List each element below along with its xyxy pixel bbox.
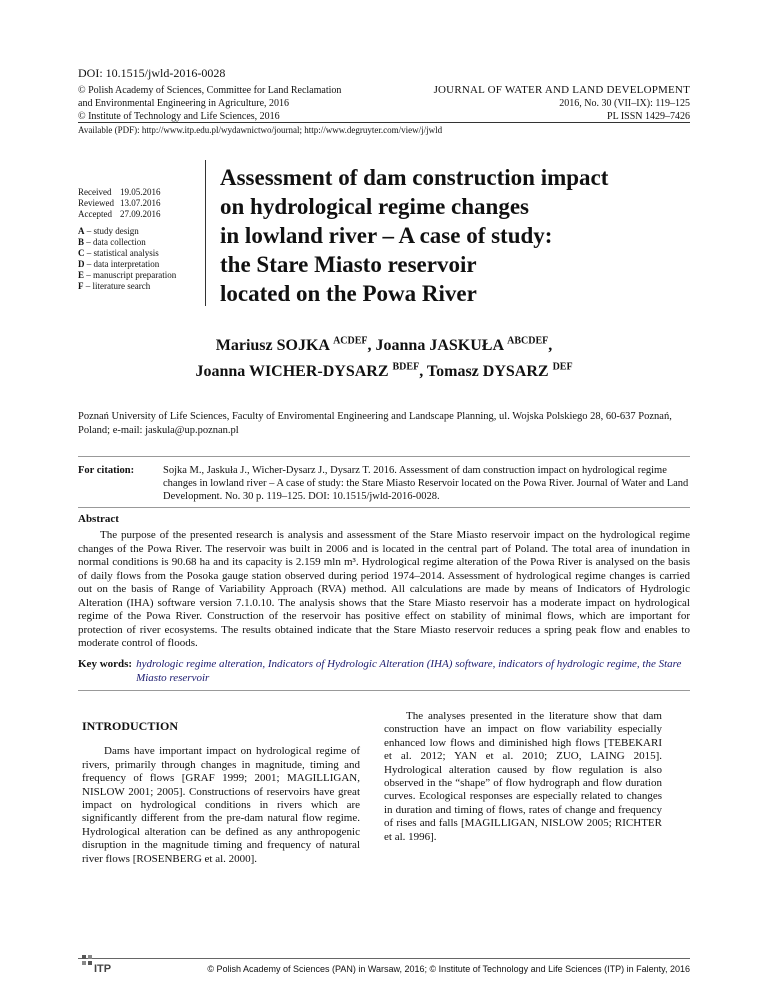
header-rule xyxy=(78,122,690,123)
author-name: Joanna JASKUŁA xyxy=(375,337,504,354)
footer-rule xyxy=(78,958,690,959)
copyright-header xyxy=(78,84,341,123)
citation-text: Sojka M., Jaskuła J., Wicher-Dysarz J., Dysarz T. 2016. Assessment of dam construction impact on hydrological regime changes in lowland river – A case of study: the Stare Miasto Reservoir located on the Powa River. Journal of Water and Land Development. No. 30 p. 119–125. DOI: 10.1515/jwld-2016-0028. xyxy=(163,465,689,502)
logo-text: ITP xyxy=(94,963,112,975)
role-item: B – data collection xyxy=(78,237,146,247)
role-item: E – manuscript preparation xyxy=(78,270,177,280)
author-name: Tomasz DYSARZ xyxy=(426,363,549,380)
role-item: F – literature search xyxy=(78,281,151,291)
doi: DOI: 10.1515/jwld-2016-0028 xyxy=(78,66,226,80)
reviewed-label: Reviewed xyxy=(78,198,114,208)
intro-paragraph: The analyses presented in the literature show that dam construction have an impact on flow variability especially enhanced low flows and diminished high flows [TEBEKARI et al. 2012; YAN et al. 2010; ZUO, LAING 2015]. Hydrological alteration caused by flow regulation is also observed in the “shape” of flow hydrograph and flow duration curves. Ecological responses are especially related to changes in duration and timing of flows, rates of change and frequency of rises and falls [MAGILLIGAN, NISLOW 2005; RICHTER et al. 1996]. xyxy=(384,710,662,843)
section-heading: INTRODUCTION xyxy=(82,719,179,733)
title-line: Assessment of dam construction impact xyxy=(220,165,609,190)
abstract-text: The purpose of the presented research is analysis and assessment of the Stare Miasto reservoir impact on the hydrological regime changes of the Powa River. The reservoir was built in 2006 and is located in the central part of Poland. The total area of inundation in normal conditions is 90.68 ha and its capacity is 2.159 mln m³. Hydrological regime alteration of the Powa River is analysed on the basis of daily flows from the Posoka gauge station observed during period 1974–2014. Assessment of hydrological regime changes is carried out on the basis of Range of Variability Approach (RVA) method. All calculations are made by means of Indicators of Hydrologic Alteration (IHA) software version 7.1.0.10. The analysis shows that the Stare Miasto reservoir has a moderate impact on hydrological regime of the Powa River. Construction of the reservoir has positive effect on stability of minimal flows, which are important for protection of river ecosystems. The results obtained indicate that the Stare Miasto reservoir reduces a spring peak flow and enables to moderate control of floods. xyxy=(78,529,690,649)
accepted-label: Accepted xyxy=(78,209,112,219)
intro-paragraph: Dams have important impact on hydrological regime of rivers, primarily through changes in magnitude, timing and frequency of flows [GRAF 1999; 2001; MAGILLIGAN, NISLOW 2001; 2005]. Constructions of reservoirs have great impact on hydrological conditions in rivers which are significantly different from the pre-dam natural flow regime. Hydrological alteration can be defined as any anthropogenic disruption in the magnitude timing and frequency of natural river flows [ROSENBERG et al. 2000]. xyxy=(82,745,360,865)
copyright-line: © Institute of Technology and Life Sciences, 2016 xyxy=(78,111,280,122)
author-roles: ABCDEF xyxy=(507,335,549,347)
keywords-block xyxy=(78,657,690,685)
received-date: 19.05.2016 xyxy=(120,187,161,197)
citation-block xyxy=(78,464,690,503)
affiliation: Poznań University of Life Sciences, Faculty of Enviromental Engineering and Landscape Planning, ul. Wojska Polskiego 28, 60-637 Poznań, Poland; e-mail: jaskula@up.poznan.pl xyxy=(78,411,672,436)
footer-copyright: © Polish Academy of Sciences (PAN) in Warsaw, 2016; © Institute of Technology and Life Sciences (ITP) in Falenty, 2016 xyxy=(207,964,690,974)
journal-issn: PL ISSN 1429–7426 xyxy=(607,111,690,122)
author-roles: BDEF xyxy=(392,361,420,373)
copyright-line: and Environmental Engineering in Agriculture, 2016 xyxy=(78,98,290,109)
accepted-date: 27.09.2016 xyxy=(120,209,161,219)
author-roles: DEF xyxy=(552,361,573,373)
citation-bottom-rule xyxy=(78,507,690,508)
title-line: the Stare Miasto reservoir xyxy=(220,252,477,277)
role-item: A – study design xyxy=(78,226,139,236)
title-divider xyxy=(205,160,206,306)
contribution-roles xyxy=(78,226,198,292)
citation-top-rule xyxy=(78,456,690,457)
author-roles: ACDEF xyxy=(333,335,368,347)
keywords-text: hydrologic regime alteration, Indicators of Hydrologic Alteration (IHA) software, indicators of hydrologic regime, the Stare Miasto reservoir xyxy=(136,658,682,684)
left-column xyxy=(82,720,360,866)
journal-header xyxy=(434,84,690,123)
title-line: in lowland river – A case of study: xyxy=(220,223,553,248)
itp-logo-icon xyxy=(80,952,120,976)
abstract-heading: Abstract xyxy=(78,513,119,525)
keywords-rule xyxy=(78,690,690,691)
journal-name: JOURNAL OF WATER AND LAND DEVELOPMENT xyxy=(433,84,690,96)
article-dates-sidebar xyxy=(78,187,198,292)
role-item: C – statistical analysis xyxy=(78,248,159,258)
citation-label: For citation: xyxy=(78,465,135,476)
author-name: Mariusz SOJKA xyxy=(215,337,330,354)
title-line: on hydrological regime changes xyxy=(220,194,530,219)
reviewed-date: 13.07.2016 xyxy=(120,198,161,208)
role-item: D – data interpretation xyxy=(78,259,160,269)
copyright-line: © Polish Academy of Sciences, Committee for Land Reclamation xyxy=(78,85,342,96)
journal-issue: 2016, No. 30 (VII–IX): 119–125 xyxy=(559,98,690,109)
availability-line: Available (PDF): http://www.itp.edu.pl/wydawnictwo/journal; http://www.degruyter.com/view/j/jwld xyxy=(78,125,443,135)
title-line: located on the Powa River xyxy=(220,281,477,306)
right-column xyxy=(384,710,662,844)
author-name: Joanna WICHER-DYSARZ xyxy=(195,363,389,380)
author-list: Mariusz SOJKA $^{ACDEF}$, Joanna JASKUŁA $^{ABCDEF}$, Joanna WICHER-DYSARZ $^{BDEF}$, Tomasz DYSARZ $^{DEF}$ xyxy=(195,335,573,380)
received-label: Received xyxy=(78,187,112,197)
keywords-label: Key words: xyxy=(78,658,133,670)
article-title xyxy=(220,163,680,308)
